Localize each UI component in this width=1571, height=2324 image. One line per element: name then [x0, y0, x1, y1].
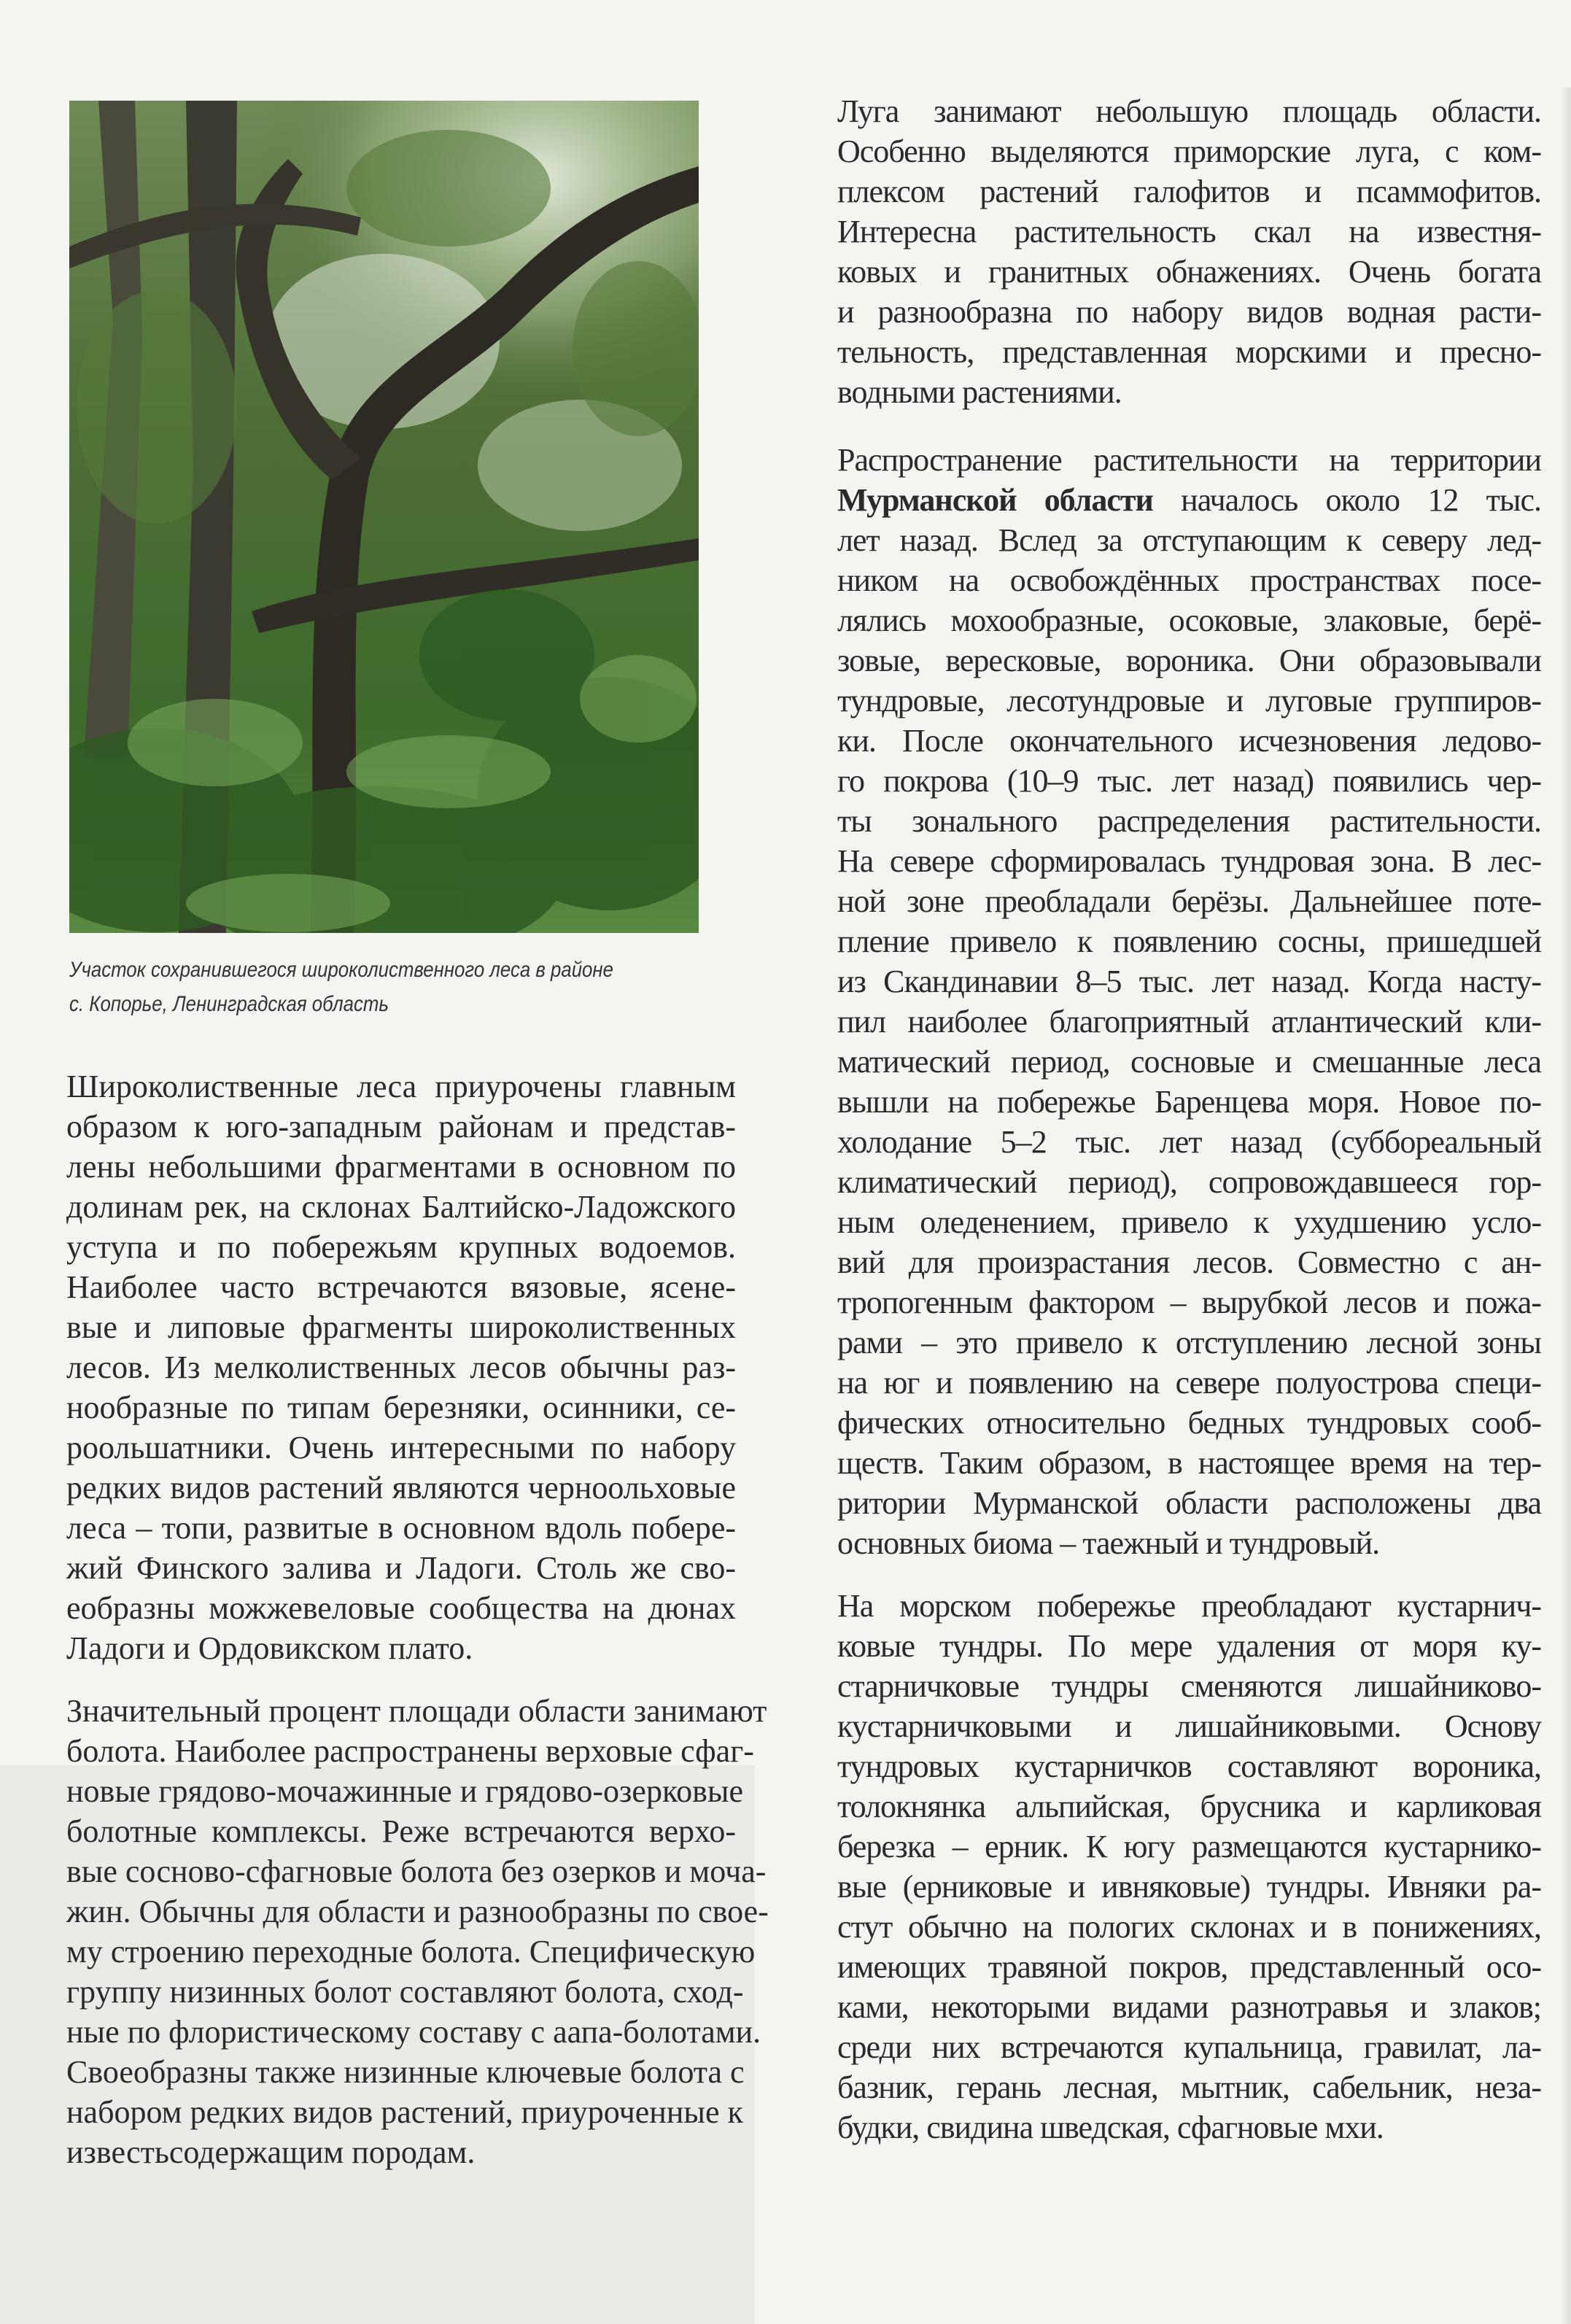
text-line: роольшатники. Очень интересными по набору [66, 1430, 736, 1465]
text-line: кустарничковыми и лишайниковыми. Основу [837, 1708, 1541, 1744]
text-line: образом к юго-западным районам и представ- [66, 1109, 736, 1144]
text-line: базник, герань лесная, мытник, сабельник, неза- [837, 2069, 1541, 2105]
paragraph [837, 91, 1541, 412]
text-line: стут обычно на пологих склонах и в понижениях, [837, 1909, 1541, 1945]
text-line: на юг и появлению на севере полуострова специ- [837, 1365, 1541, 1401]
text-line: леса – топи, развитые в основном вдоль побере- [66, 1510, 736, 1546]
text-line: еобразны можжевеловые сообщества на дюнах [66, 1590, 736, 1626]
text-line: ной зоне преобладали берёзы. Дальнейшее поте- [837, 883, 1541, 919]
text-line: долинам рек, на склонах Балтийско-Ладожского [66, 1189, 736, 1225]
text-line: болотные комплексы. Реже встречаются верхо- [66, 1813, 736, 1849]
paragraph [837, 1586, 1541, 2147]
text-line: лялись мохообразные, осоковые, злаковые, берё- [837, 603, 1541, 638]
text-span: началось около 12 тыс. [1152, 482, 1541, 518]
text-line: лет назад. Вслед за отступающим к северу лед- [837, 522, 1541, 558]
text-line: На морском побережье преобладают кустарнич- [837, 1588, 1541, 1624]
forest-photo [69, 101, 699, 933]
text-line: имеющих травяной покров, представленный осо- [837, 1949, 1541, 1985]
text-line: Особенно выделяются приморские луга, с ком- [837, 133, 1541, 169]
text-line: основных биома – таежный и тундровый. [837, 1525, 1380, 1561]
text-line: ки. После окончательного исчезновения ледово- [837, 723, 1541, 759]
text-line: матический период, сосновые и смешанные леса [837, 1044, 1541, 1080]
text-line: вышли на побережье Баренцева моря. Новое по- [837, 1084, 1541, 1120]
text-line: набором редких видов растений, приуроченные к [66, 2094, 743, 2130]
text-line: Наиболее часто встречаются вязовые, ясене- [66, 1269, 736, 1305]
text-line: известьсодержащим породам. [66, 2134, 476, 2170]
text-line: му строению переходные болота. Специфическую [66, 1934, 756, 1969]
text-line: пление привело к появлению сосны, пришедшей [837, 923, 1541, 959]
caption-line: с. Копорье, Ленинградская область [69, 992, 389, 1016]
text-line: тельность, представленная морскими и пресно- [837, 334, 1541, 370]
text-line: го покрова (10–9 тыс. лет назад) появились чер- [837, 763, 1541, 799]
text-line: тундровые, лесотундровые и луговые группиров- [837, 683, 1541, 718]
text-line: старничковые тундры сменяются лишайниково- [837, 1668, 1541, 1704]
text-line: ками, некоторыми видами разнотравья и злаков; [837, 1989, 1541, 2025]
text-line: Своеобразны также низинные ключевые болота с [66, 2054, 745, 2090]
text-line: Интересна растительность скал на известня- [837, 214, 1541, 249]
text-line: вые (ерниковые и ивняковые) тундры. Ивняки ра- [837, 1869, 1541, 1905]
text-line: группу низинных болот составляют болота, сход- [66, 1974, 744, 2010]
text-line: нообразные по типам березняки, осинники, се- [66, 1390, 736, 1425]
text-line: вий для произрастания лесов. Совместно с ан- [837, 1244, 1541, 1280]
text-line: вые сосново-сфагновые болота без озерков и моча- [66, 1854, 767, 1889]
text-line: плексом растений галофитов и псаммофитов. [837, 174, 1541, 209]
text-line: и разнообразна по набору видов водная расти- [837, 294, 1541, 330]
text-line: ковых и гранитных обнажениях. Очень богата [837, 254, 1541, 290]
text-line: пил наиболее благоприятный атлантический кли- [837, 1004, 1541, 1039]
text-line: уступа и по побережьям крупных водоемов. [66, 1229, 736, 1265]
text-line: жий Финского залива и Ладоги. Столь же сво- [66, 1550, 736, 1586]
text-line: болота. Наиболее распространены верховые сфаг- [66, 1733, 754, 1769]
photo-caption [69, 953, 613, 1021]
text-line: тундровых кустарничков составляют вороника, [837, 1748, 1541, 1784]
text-line: климатический период), сопровождавшееся гор- [837, 1164, 1541, 1200]
text-line: ным оледенением, привело к ухудшению усло- [837, 1204, 1541, 1240]
bold-term: Мурманской области [837, 482, 1153, 518]
text-line: ществ. Таким образом, в настоящее время на тер- [837, 1445, 1541, 1481]
text-line: ные по флористическому составу с аапа-болотами. [66, 2014, 761, 2050]
text-line: из Скандинавии 8–5 тыс. лет назад. Когда насту- [837, 964, 1541, 999]
paragraph [66, 1066, 736, 1668]
text-line: тропогенным фактором – вырубкой лесов и пожа- [837, 1285, 1541, 1320]
text-line: рами – это привело к отступлению лесной зоны [837, 1325, 1541, 1360]
text-line: ковые тундры. По мере удаления от моря ку- [837, 1628, 1541, 1664]
text-line: ником на освобождённых пространствах посе- [837, 562, 1541, 598]
text-line [837, 480, 1541, 520]
text-line: будки, свидина шведская, сфагновые мхи. [837, 2110, 1384, 2145]
text-line: На севере сформировалась тундровая зона. В лес- [837, 843, 1541, 879]
text-line: Широколиственные леса приурочены главным [66, 1069, 736, 1104]
text-line: редких видов растений являются черноольховые [66, 1470, 736, 1506]
text-line: холодание 5–2 тыс. лет назад (суббореальный [837, 1124, 1541, 1160]
text-line: толокнянка альпийская, брусника и карликовая [837, 1789, 1541, 1824]
text-line: зовые, вересковые, вороника. Они образовывали [837, 643, 1541, 678]
paragraph [837, 440, 1541, 1563]
page-edge [1561, 88, 1571, 2324]
text-line: ритории Мурманской области расположены два [837, 1485, 1541, 1521]
text-line: вые и липовые фрагменты широколиственных [66, 1309, 736, 1345]
text-line: Распространение растительности на территории [837, 442, 1541, 478]
text-line: новые грядово-мочажинные и грядово-озерковые [66, 1773, 743, 1809]
text-line: водными растениями. [837, 374, 1122, 410]
text-line: Ладоги и Ордовикском плато. [66, 1630, 473, 1666]
text-line: лесов. Из мелколиственных лесов обычны раз- [66, 1349, 736, 1385]
paragraph [66, 1691, 769, 2172]
text-line: среди них встречаются купальница, гравилат, ла- [837, 2029, 1541, 2065]
text-line: фических относительно бедных тундровых сооб- [837, 1405, 1541, 1441]
text-line: Луга занимают небольшую площадь области. [837, 93, 1541, 129]
caption-line: Участок сохранившегося широколиственного леса в районе [69, 958, 613, 982]
text-line: жин. Обычны для области и разнообразны по свое- [66, 1894, 769, 1929]
text-line: березка – ерник. К югу размещаются кустарнико- [837, 1829, 1541, 1864]
text-line: лены небольшими фрагментами в основном по [66, 1149, 736, 1185]
text-line: Значительный процент площади области занимают [66, 1693, 767, 1729]
text-line: ты зонального распределения растительности. [837, 803, 1541, 839]
